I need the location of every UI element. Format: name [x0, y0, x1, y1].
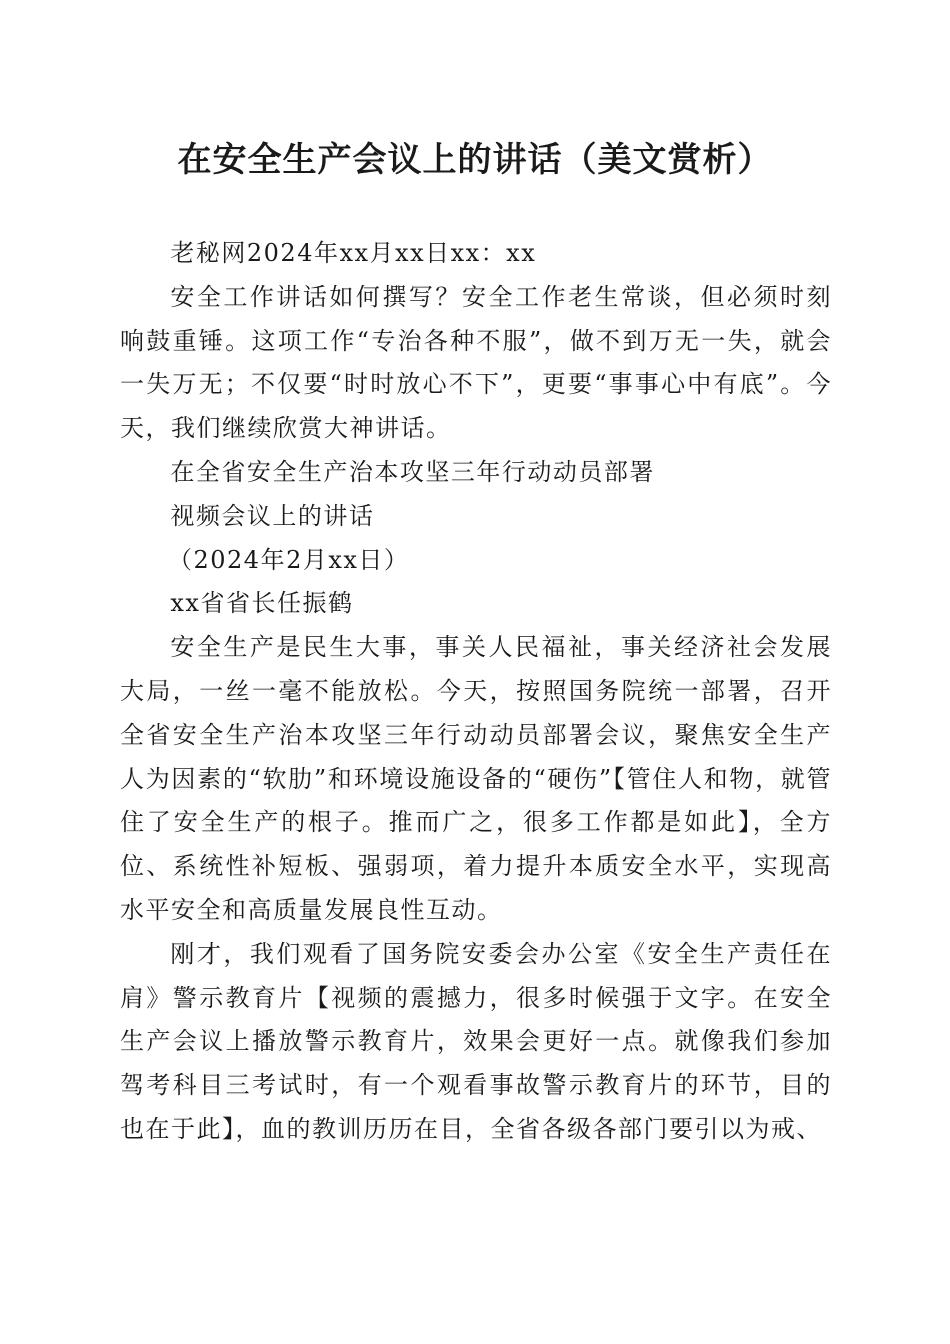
speaker-line: xx省省长任振鹤 — [170, 589, 354, 618]
document-body — [120, 232, 832, 1152]
intro-paragraph: 安全工作讲话如何撰写？安全工作老生常谈，但必须时刻响鼓重锤。这项工作“专治各种不服”，做不到万无一失，就会一失万无；不仅要“时时放心不下”，更要“事事心中有底”。今天，我们继续欣赏大神讲话。 — [120, 282, 832, 443]
body-paragraph: 安全生产是民生大事，事关人民福祉，事关经济社会发展大局，一丝一毫不能放松。今天，按照国务院统一部署，召开全省安全生产治本攻坚三年行动动员部署会议，聚焦安全生产人为因素的“软肋”和环境设施设备的“硬伤”【管住人和物，就管住了安全生产的根子。推而广之，很多工作都是如此】，全方位、系统性补短板、强弱项，着力提升本质安全水平，实现高水平安全和高质量发展良性互动。 — [120, 633, 832, 924]
meta-line: 老秘网2024年xx月xx日xx：xx — [170, 239, 537, 267]
speech-title-line-2: 视频会议上的讲话 — [170, 501, 375, 530]
body-paragraph: 刚才，我们观看了国务院安委会办公室《安全生产责任在肩》警示教育片【视频的震撼力，很多时候强于文字。在安全生产会议上播放警示教育片，效果会更好一点。就像我们参加驾考科目三考试时，有一个观看事故警示教育片的环节，目的也在于此】，血的教训历历在目，全省各级各部门要引以为戒、 — [120, 939, 832, 1143]
document-title: 在安全生产会议上的讲话（美文赏析） — [177, 140, 773, 180]
speech-title-line-1: 在全省安全生产治本攻坚三年行动动员部署 — [170, 457, 655, 486]
speech-date: （2024年2月xx日） — [168, 545, 410, 574]
